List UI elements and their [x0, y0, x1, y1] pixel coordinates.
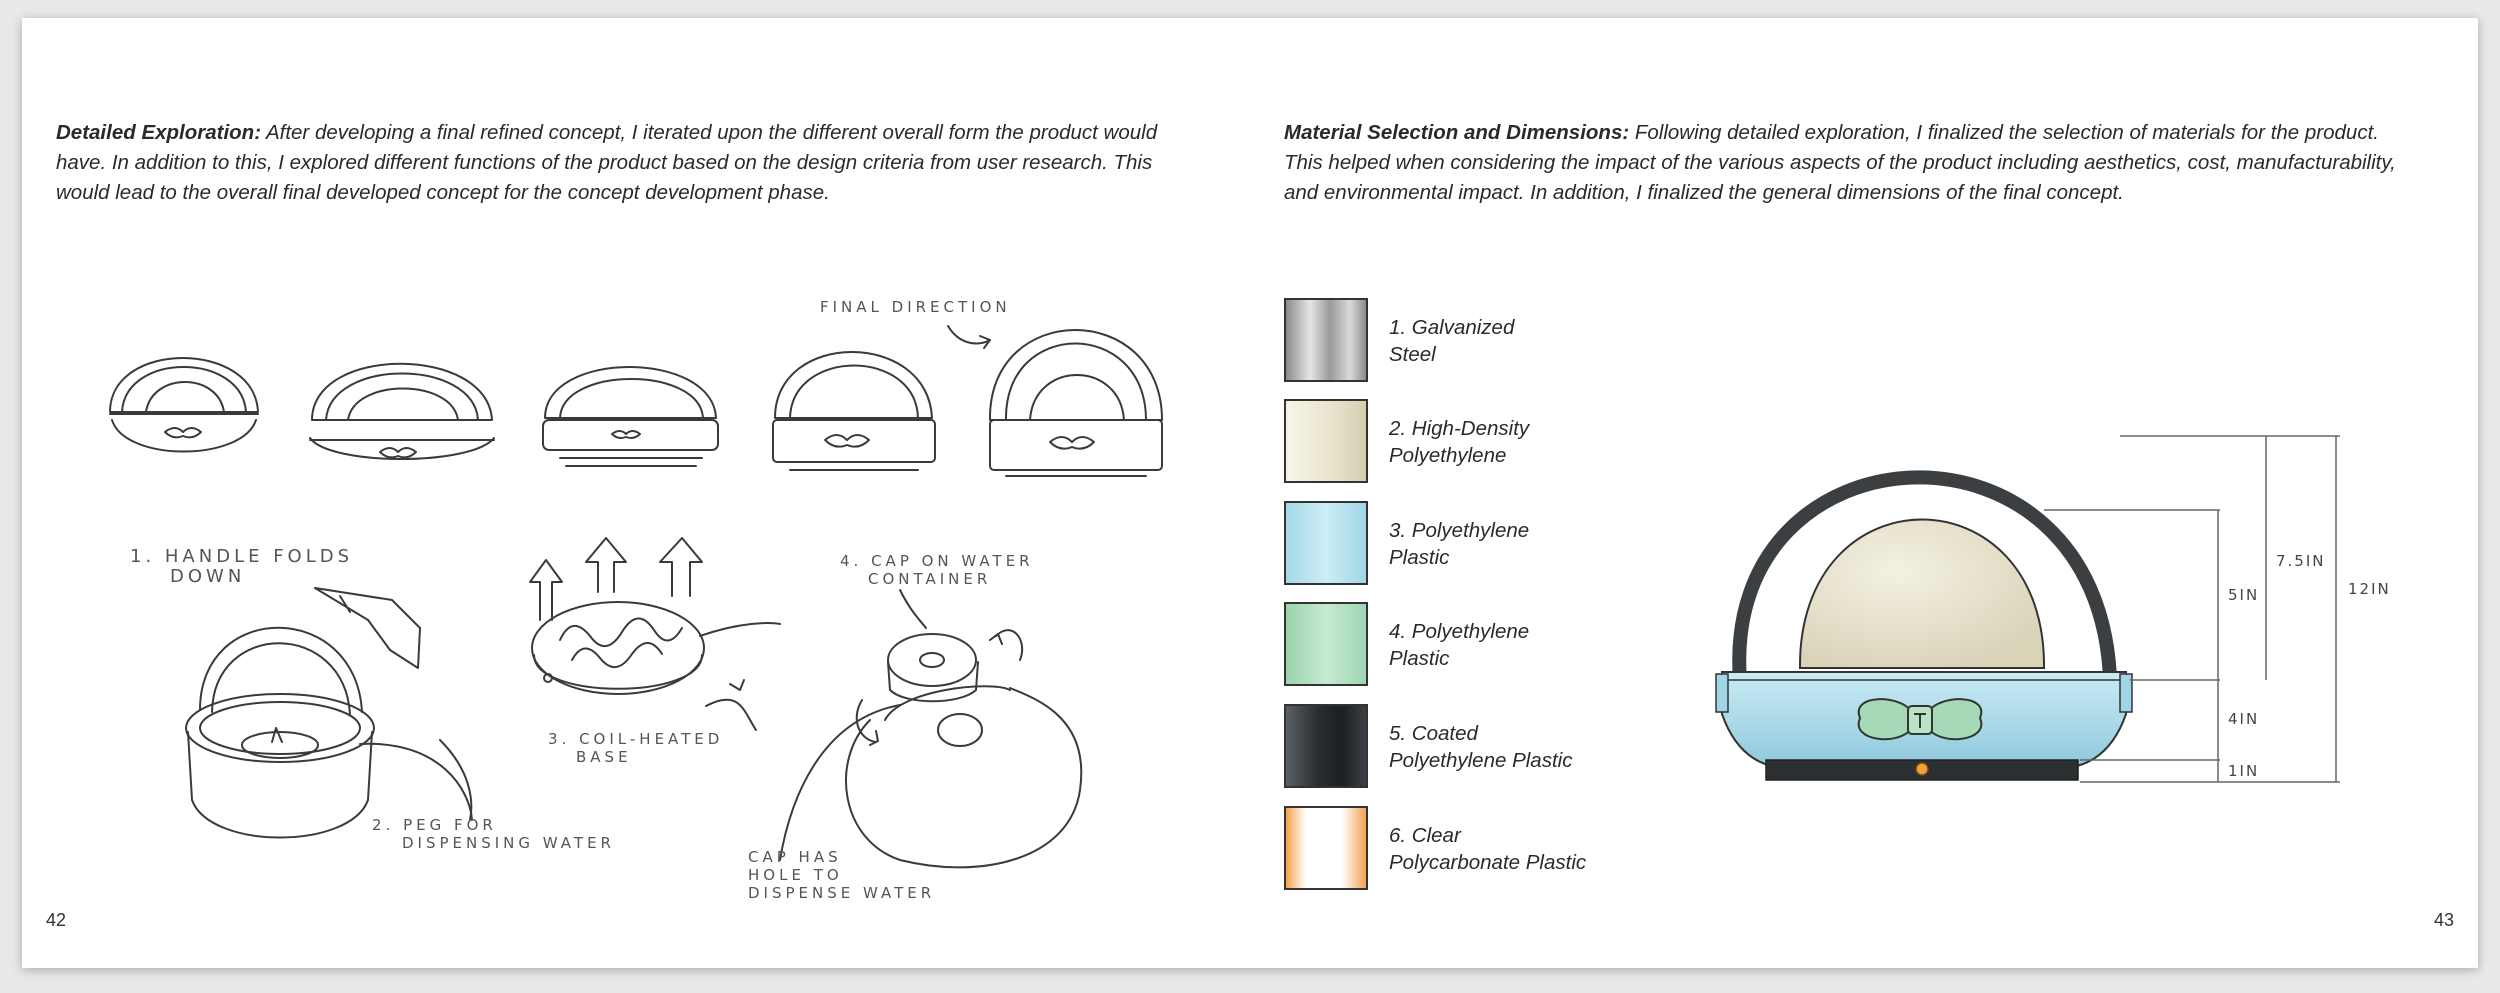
material-label-4	[1389, 618, 1649, 672]
page-number-left: 42	[46, 910, 67, 930]
material-swatch-6	[1284, 806, 1368, 890]
note-final-direction: FINAL DIRECTION	[820, 298, 1011, 316]
note1-line1: 1. HANDLE FOLDS	[130, 546, 354, 567]
material-label-line1: 2. High-Density	[1389, 417, 1530, 440]
material-label-line2: Plastic	[1389, 647, 1450, 670]
note5-line2: HOLE TO	[748, 866, 843, 884]
dim-upper: 7.5IN	[2276, 552, 2326, 570]
material-label-5	[1389, 720, 1649, 774]
intro-left-body: After developing a final refined concept, I iterated upon the different overall form the product would have. In addition to this, I explored different functions of the product based on the design criteria from user research. This would lead to the overall final developed concept for the concept development phase.	[56, 121, 1158, 204]
material-swatch-2	[1284, 399, 1368, 483]
intro-right-body: Following detailed exploration, I finalized the selection of materials for the product. This helped when considering the impact of the various aspects of the product including aesthetics, cost, manufacturability, and environmental impact. In addition, I finalized the general dimensions of the final concept.	[1284, 121, 2396, 204]
material-label-line2: Steel	[1389, 343, 1436, 366]
dim-shell: 4IN	[2228, 710, 2260, 728]
sketch-coil-base	[530, 538, 780, 730]
dim-dome: 5IN	[2228, 586, 2260, 604]
material-swatch-3	[1284, 501, 1368, 585]
form-study-1	[110, 358, 258, 452]
material-label-1	[1389, 314, 1649, 368]
note3-line1: 3. COIL-HEATED	[548, 730, 724, 748]
sketch-handle-folds	[186, 588, 472, 838]
form-study-2	[310, 364, 494, 459]
note5-line1: CAP HAS	[748, 848, 842, 866]
intro-right-heading: Material Selection and Dimensions:	[1284, 121, 1630, 144]
material-swatch-1	[1284, 298, 1368, 382]
material-label-line2: Polycarbonate Plastic	[1389, 851, 1587, 874]
intro-left-heading: Detailed Exploration:	[56, 121, 262, 144]
note2-line2: DISPENSING WATER	[402, 834, 615, 852]
material-label-line2: Polyethylene	[1389, 444, 1507, 467]
note3-line2: BASE	[576, 748, 632, 766]
material-label-line1: 4. Polyethylene	[1389, 620, 1530, 643]
material-label-line2: Plastic	[1389, 546, 1450, 569]
note4-line2: CONTAINER	[868, 570, 992, 588]
intro-right	[1284, 118, 2414, 208]
material-label-line1: 3. Polyethylene	[1389, 519, 1530, 542]
note4-line1: 4. CAP ON WATER	[840, 552, 1034, 570]
dim-base: 1IN	[2228, 762, 2260, 780]
material-swatch-5	[1284, 704, 1368, 788]
dim-total: 12IN	[2348, 580, 2391, 598]
note1-line2: DOWN	[170, 566, 246, 587]
form-study-4	[773, 352, 935, 470]
form-study-3	[543, 367, 718, 466]
page-number-right: 43	[2433, 910, 2454, 930]
material-label-line1: 1. Galvanized	[1389, 316, 1515, 339]
form-study-5-final	[990, 330, 1162, 476]
note2-line1: 2. PEG FOR	[372, 816, 497, 834]
material-label-line1: 5. Coated	[1389, 722, 1478, 745]
material-label-3	[1389, 517, 1649, 571]
material-label-line1: 6. Clear	[1389, 824, 1461, 847]
material-label-6	[1389, 822, 1649, 876]
material-label-line2: Polyethylene Plastic	[1389, 749, 1573, 772]
material-label-2	[1389, 415, 1649, 469]
material-swatch-4	[1284, 602, 1368, 686]
note5-line3: DISPENSE WATER	[748, 884, 936, 902]
